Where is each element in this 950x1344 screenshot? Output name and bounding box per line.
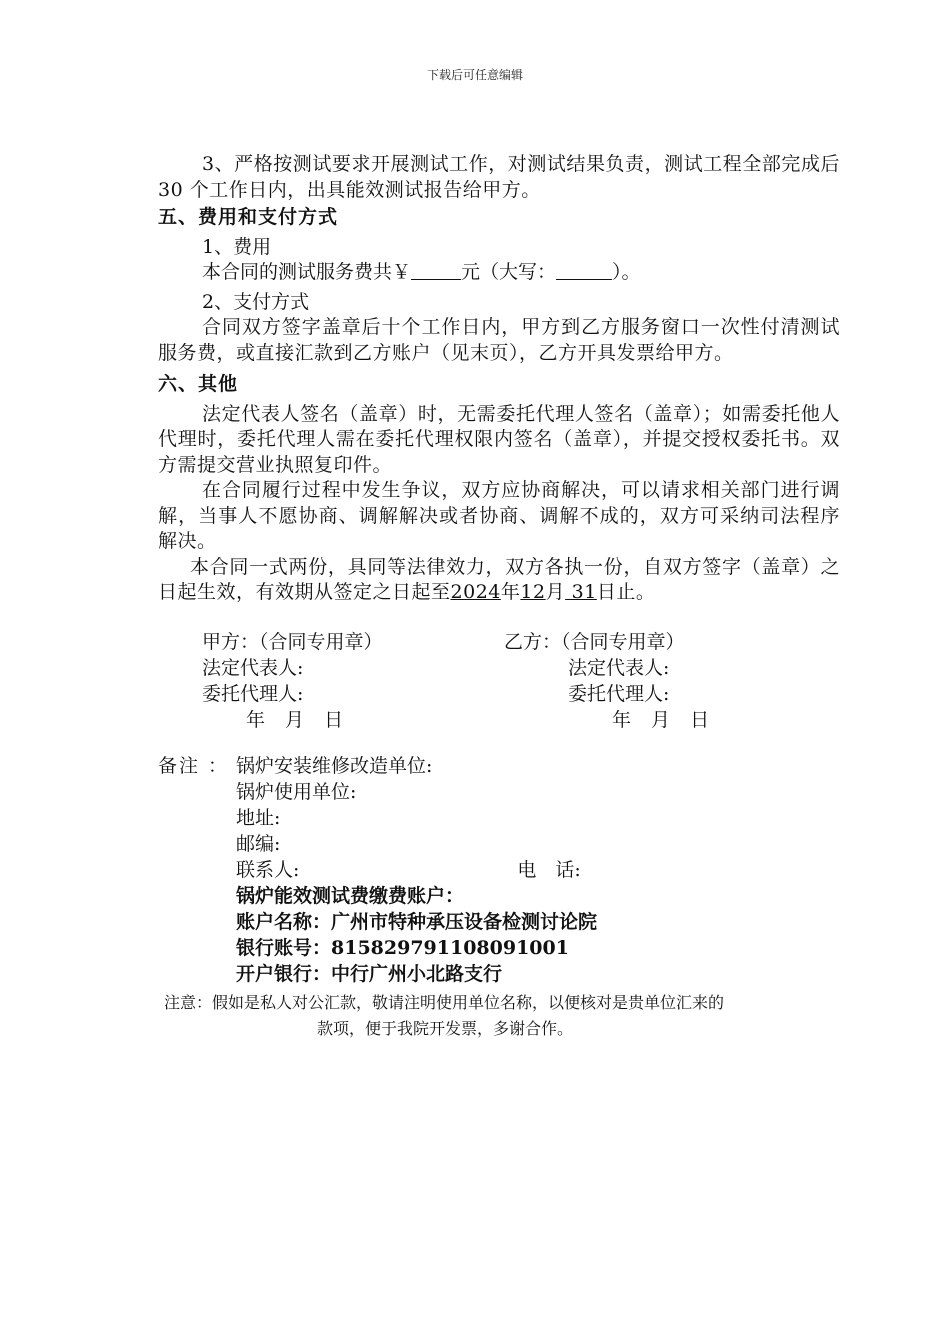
fee-text-pre: 本合同的测试服务费共￥	[202, 261, 412, 283]
account-number: 银行账号：815829791108091001	[236, 936, 569, 959]
account-name: 账户名称：广州市特种承压设备检测讨论院	[236, 910, 598, 933]
section5-heading: 五、费用和支付方式	[158, 206, 339, 228]
section6-para3	[158, 555, 840, 606]
phone-field: 电 话:	[517, 858, 581, 881]
section6-para2: 在合同履行过程中发生争议，双方应协商解决，可以请求相关部门进行调解，当事人不愿协商、调解解决或者协商、调解不成的，双方可采纳司法程序解决。	[158, 479, 840, 552]
validity-month: 12	[520, 581, 546, 603]
pay-title: 2、支付方式	[202, 290, 310, 313]
payment-notice	[158, 990, 840, 1042]
pay-text: 合同双方签字盖章后十个工作日内，甲方到乙方服务窗口一次性付清测试服务费，或直接汇款到乙方账户（见末页），乙方开具发票给甲方。	[158, 316, 840, 364]
fee-capital-blank[interactable]	[556, 261, 612, 280]
party-b-column	[504, 630, 709, 734]
contact-field: 联系人:	[236, 858, 300, 881]
section6-heading: 六、其他	[158, 373, 239, 395]
validity-text: 本合同一式两份，具同等法律效力，双方各执一份，自双方签字（盖章）之日起生效，有效期从签定之日起至	[158, 555, 840, 603]
user-unit-field: 锅炉使用单位:	[236, 780, 357, 803]
party-a-column	[202, 630, 383, 734]
fee-amount-blank[interactable]	[411, 261, 461, 280]
installer-field: 锅炉安装维修改造单位:	[236, 754, 433, 777]
party-a-agent: 委托代理人:	[202, 682, 304, 705]
fee-title: 1、费用	[202, 235, 272, 258]
fee-text-post: ）。	[612, 261, 641, 283]
month-unit: 月	[545, 581, 566, 603]
contact-row	[236, 858, 840, 884]
year-unit: 年	[500, 581, 521, 603]
address-field: 地址:	[236, 806, 281, 829]
notice-line-2: 款项，便于我院开发票，多谢合作。	[317, 1018, 574, 1038]
party-a-label: 甲方：（合同专用章）	[202, 630, 383, 653]
fee-text-mid: 元（大写：	[461, 261, 557, 283]
notes-block	[158, 754, 840, 988]
validity-day: 31	[565, 581, 597, 603]
party-b-legal-rep: 法定代表人:	[568, 656, 670, 679]
party-b-agent: 委托代理人:	[568, 682, 670, 705]
contract-body	[158, 152, 840, 1042]
page-header: 下载后可任意编辑	[426, 68, 523, 82]
day-unit: 日止。	[596, 581, 656, 603]
account-title: 锅炉能效测试费缴费账户：	[236, 884, 465, 907]
fee-text	[158, 260, 840, 286]
postcode-field: 邮编:	[236, 832, 281, 855]
validity-year: 2024	[450, 581, 501, 603]
signature-block	[158, 630, 840, 730]
notes-body	[158, 754, 840, 988]
bank-name: 开户银行：中行广州小北路支行	[236, 962, 503, 985]
section6-para1: 法定代表人签名（盖章）时，无需委托代理人签名（盖章）；如需委托他人代理时，委托代理人需在委托代理权限内签名（盖章），并提交授权委托书。双方需提交营业执照复印件。	[158, 402, 840, 476]
party-a-legal-rep: 法定代表人:	[202, 656, 304, 679]
notice-line-1: 注意：假如是私人对公汇款，敬请注明使用单位名称，以便核对是贵单位汇来的	[164, 992, 725, 1012]
party-b-date: 年 月 日	[612, 708, 710, 731]
section3-item3: 3、严格按测试要求开展测试工作，对测试结果负责，测试工程全部完成后 30 个工作日内，出具能效测试报告给甲方。	[158, 153, 840, 201]
party-b-label: 乙方：（合同专用章）	[504, 630, 685, 653]
party-a-date: 年 月 日	[246, 708, 344, 731]
notes-label: 备注 ：	[158, 754, 230, 777]
